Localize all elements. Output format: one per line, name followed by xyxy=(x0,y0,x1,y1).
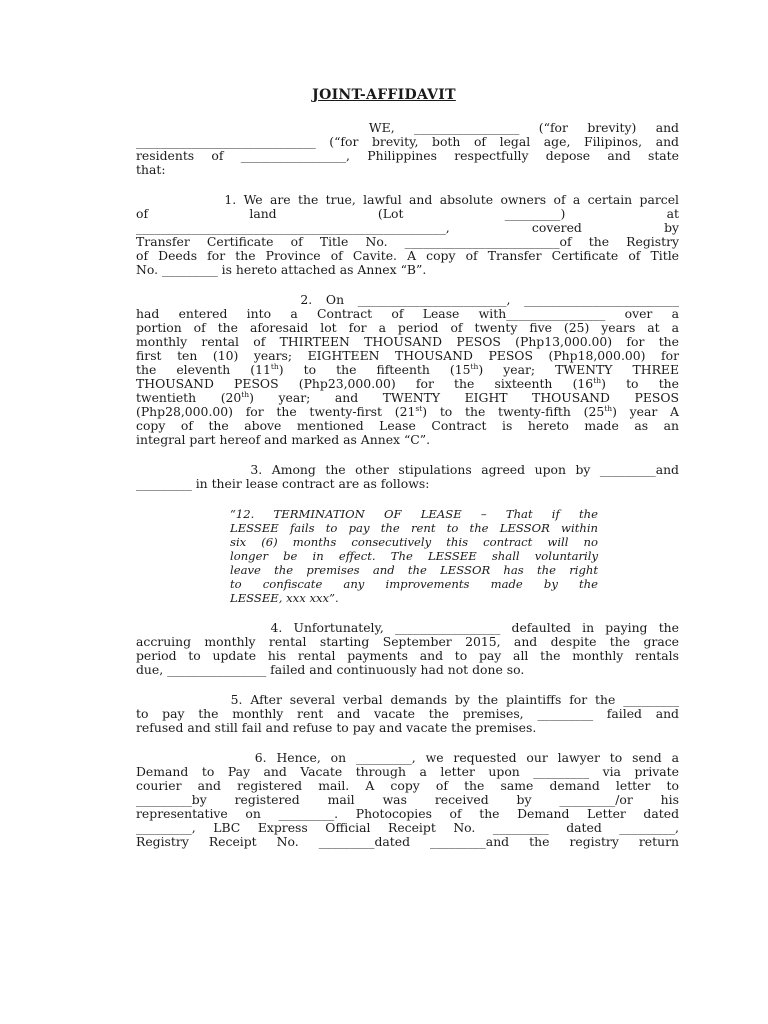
body-line: the eleventh (11th) to the fifteenth (15th) year; TWENTY THREE xyxy=(136,362,679,377)
body-line: had entered into a Contract of Lease with________________ over a xyxy=(136,306,679,321)
body-line: due, ________________ failed and continuously had not done so. xyxy=(136,662,525,677)
body-line: first ten (10) years; EIGHTEEN THOUSAND PESOS (Php18,000.00) for xyxy=(136,348,679,363)
body-line: Demand to Pay and Vacate through a letter upon _________ via private xyxy=(136,764,679,779)
document-title: JOINT-AFFIDAVIT xyxy=(312,87,456,103)
body-line: 3. Among the other stipulations agreed upon by _________and xyxy=(136,462,679,477)
body-line: Transfer Certificate of Title No. _________________________of the Registry xyxy=(136,234,679,249)
body-line: accruing monthly rental starting September 2015, and despite the grace xyxy=(136,634,679,649)
body-line: copy of the above mentioned Lease Contract is hereto made as an xyxy=(136,418,679,433)
body-line: refused and still fail and refuse to pay and vacate the premises. xyxy=(136,720,537,735)
body-line: integral part hereof and marked as Annex “C”. xyxy=(136,432,431,447)
body-line: _________by registered mail was received by _________/or his xyxy=(136,792,679,807)
body-line: period to update his rental payments and to pay all the monthly rentals xyxy=(136,648,679,663)
body-line: portion of the aforesaid lot for a period of twenty five (25) years at a xyxy=(136,320,679,335)
body-line: representative on _________. Photocopies of the Demand Letter dated xyxy=(136,806,679,821)
body-line: of land (Lot _________) at xyxy=(136,206,679,221)
body-line: 6. Hence, on _________, we requested our lawyer to send a xyxy=(136,750,679,765)
quoted-clause-line: LESSEE fails to pay the rent to the LESSOR within xyxy=(230,521,598,535)
body-line: 1. We are the true, lawful and absolute owners of a certain parcel xyxy=(136,192,679,207)
body-line: of Deeds for the Province of Cavite. A copy of Transfer Certificate of Title xyxy=(136,248,679,263)
quoted-clause-line: six (6) months consecutively this contract will no xyxy=(230,535,598,549)
body-line: _____________________________ (“for brevity, both of legal age, Filipinos, and xyxy=(136,134,679,149)
body-line: WE, _________________ (“for brevity) and xyxy=(136,120,679,135)
body-line: monthly rental of THIRTEEN THOUSAND PESOS (Php13,000.00) for the xyxy=(136,334,679,349)
quoted-clause-line: to confiscate any improvements made by the xyxy=(230,577,598,591)
body-line: _________ in their lease contract are as follows: xyxy=(136,476,430,491)
body-line: (Php28,000.00) for the twenty-first (21st) to the twenty-fifth (25th) year A xyxy=(136,404,680,419)
body-line: THOUSAND PESOS (Php23,000.00) for the sixteenth (16th) to the xyxy=(136,376,679,391)
body-line: 5. After several verbal demands by the plaintiffs for the _________ xyxy=(136,692,679,707)
body-line: 2. On ________________________, _________________________ xyxy=(136,292,679,307)
quoted-clause-line: leave the premises and the LESSOR has the right xyxy=(230,563,598,577)
body-line: twentieth (20th) year; and TWENTY EIGHT THOUSAND PESOS xyxy=(136,390,680,405)
quoted-clause-line: LESSEE, xxx xxx”. xyxy=(230,591,339,605)
body-line: courier and registered mail. A copy of the same demand letter to xyxy=(136,778,679,793)
body-line: __________________________________________________, covered by xyxy=(136,220,679,235)
body-line: that: xyxy=(136,162,166,177)
body-line: 4. Unfortunately, _________________ defaulted in paying the xyxy=(136,620,679,635)
body-line: Registry Receipt No. _________dated _________and the registry return xyxy=(136,834,679,849)
body-line: to pay the monthly rent and vacate the premises, _________ failed and xyxy=(136,706,679,721)
body-line: No. _________ is hereto attached as Annex “B”. xyxy=(136,262,427,277)
body-line: residents of _________________, Philippines respectfully depose and state xyxy=(136,148,679,163)
body-line: _________, LBC Express Official Receipt No. _________ dated _________, xyxy=(136,820,679,835)
quoted-clause-line: “12. TERMINATION OF LEASE – That if the xyxy=(230,507,598,521)
quoted-clause-line: longer be in effect. The LESSEE shall voluntarily xyxy=(230,549,598,563)
